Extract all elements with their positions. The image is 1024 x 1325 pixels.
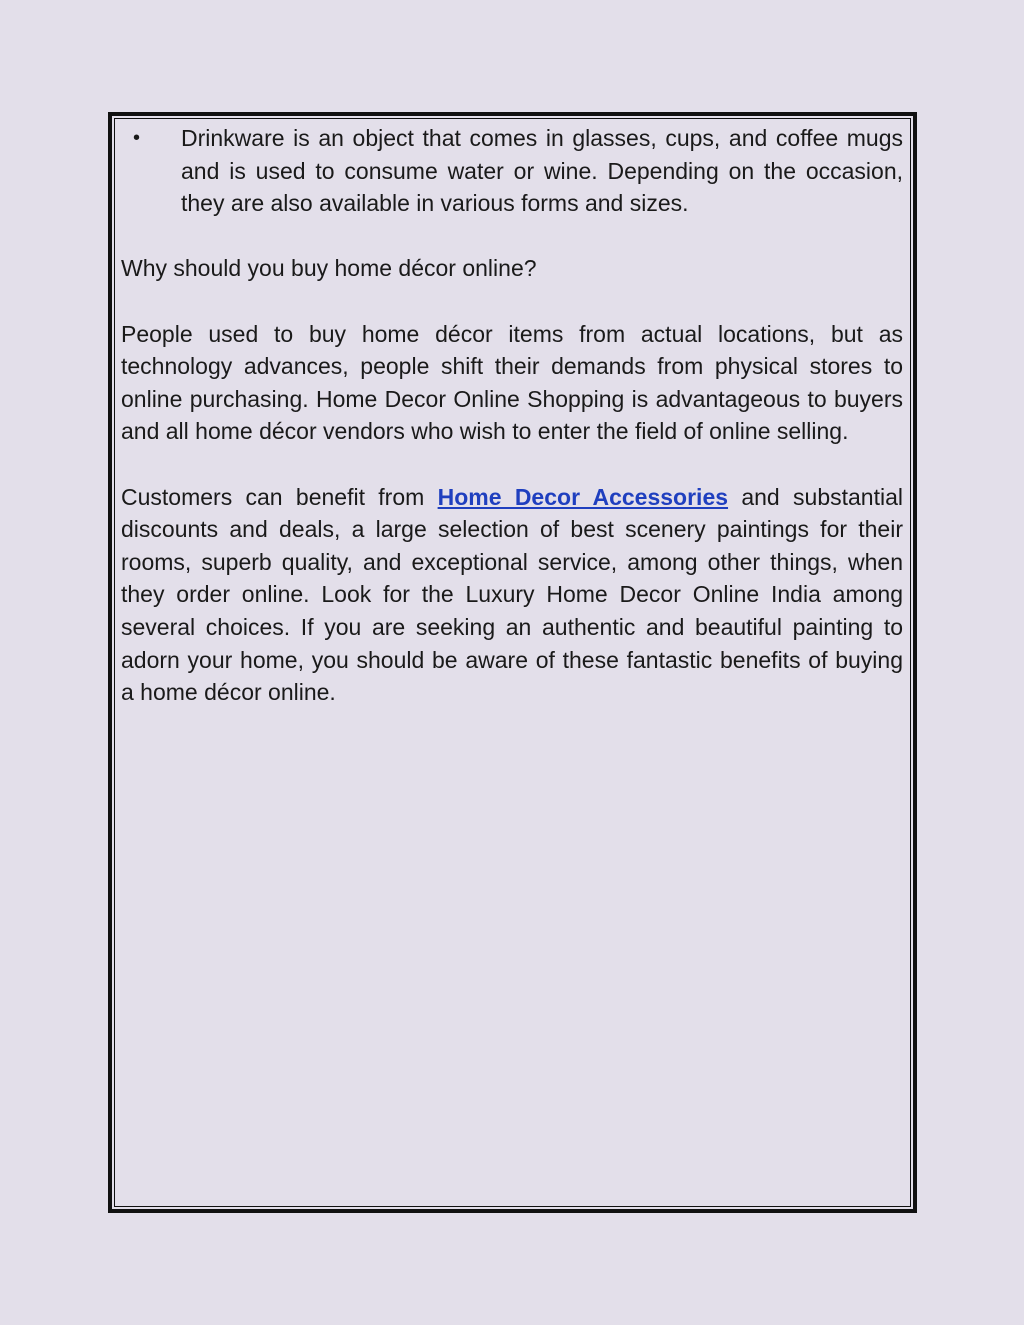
spacer xyxy=(121,448,903,481)
paragraph-benefits xyxy=(121,481,903,709)
section-heading: Why should you buy home décor online? xyxy=(121,255,537,282)
document-content xyxy=(121,122,903,709)
paragraph-benefits-rest: and substantial discounts and deals, a large selection of best scenery paintings for their rooms, superb quality, and exceptional service, among other things, when they order online. Look for the Luxury Home Decor Online India among several choices. If you are seeking an authentic and beautiful painting to adorn your home, you should be aware of these fantastic benefits of buying a home décor online. xyxy=(121,483,903,706)
bullet-icon: • xyxy=(133,127,141,149)
paragraph-online-shopping: People used to buy home décor items from actual locations, but as technology advances, people shift their demands from physical stores to online purchasing. Home Decor Online Shopping is advantageous to buyers and all home décor vendors who wish to enter the field of online selling. xyxy=(121,320,903,445)
spacer xyxy=(121,220,903,253)
bullet-item xyxy=(121,122,903,220)
spacer xyxy=(121,285,903,318)
bullet-text: Drinkware is an object that comes in glasses, cups, and coffee mugs and is used to consume water or wine. Depending on the occasion, they are also available in various forms and sizes. xyxy=(181,125,903,217)
home-decor-accessories-link[interactable]: Home Decor Accessories xyxy=(437,483,729,510)
paragraph-benefits-lead: Customers can benefit from xyxy=(121,483,438,510)
